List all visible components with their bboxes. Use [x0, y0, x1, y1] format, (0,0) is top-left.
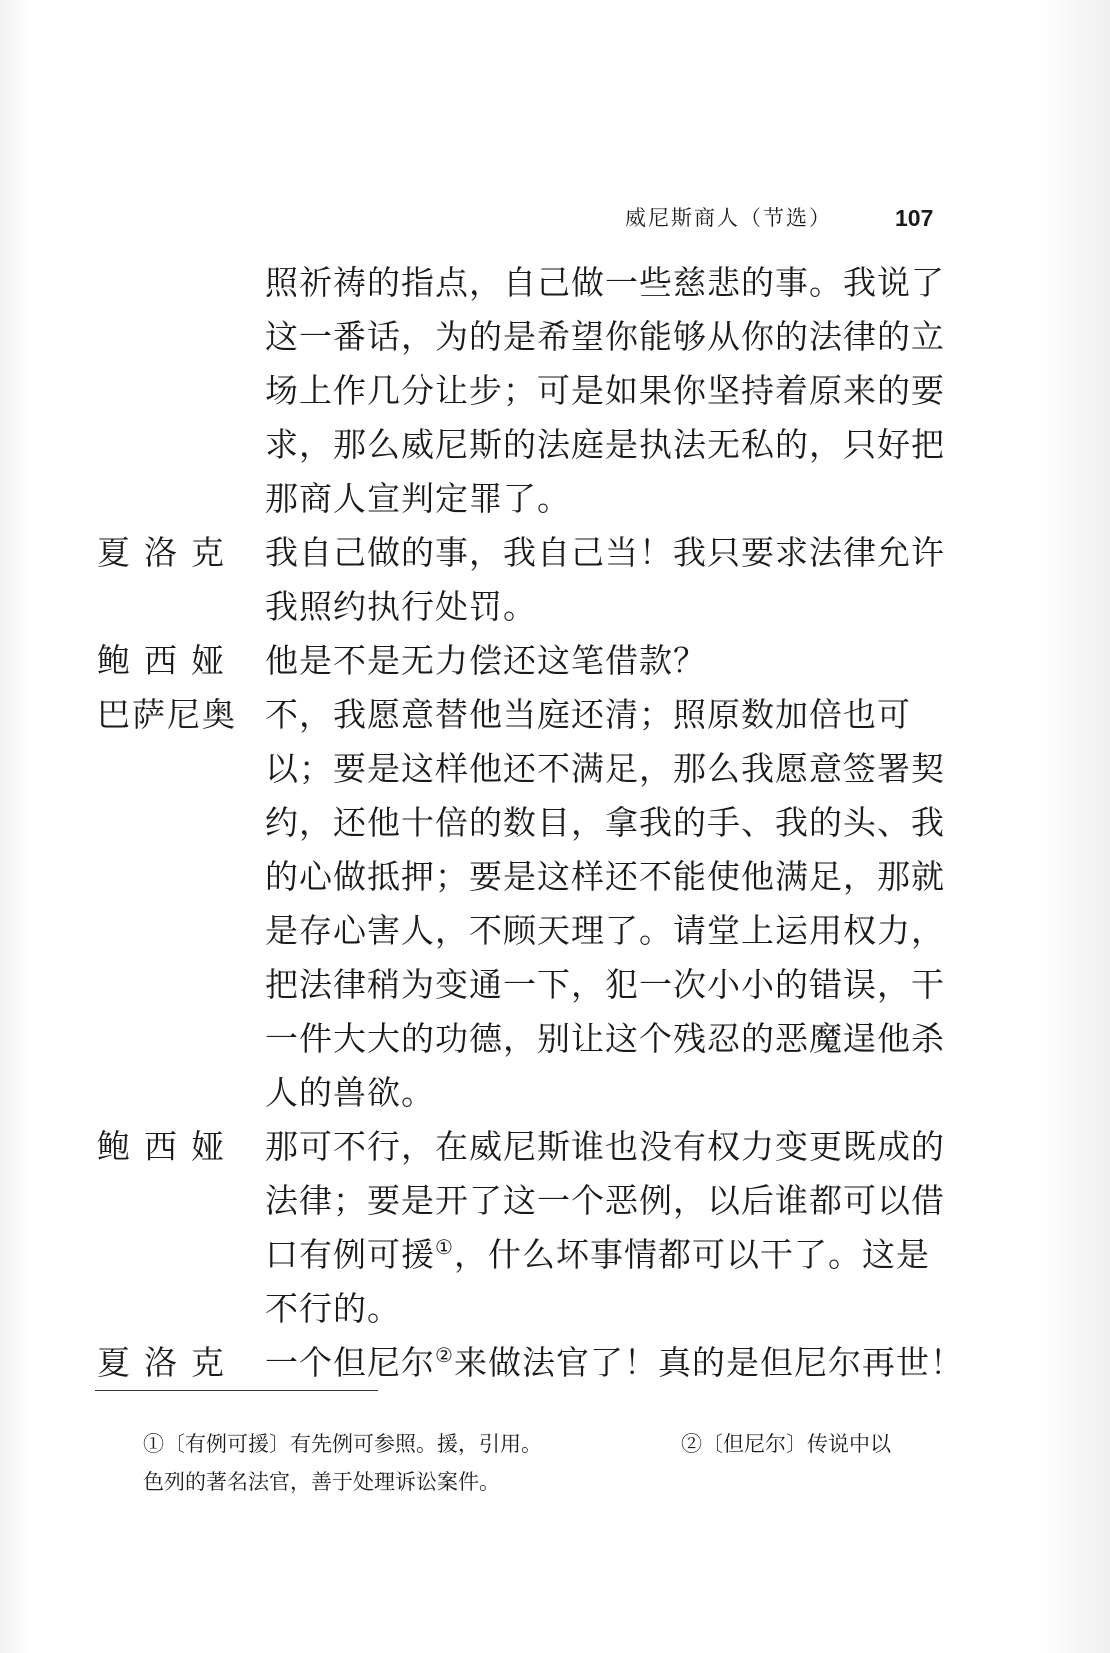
- footnote-line: [143, 1425, 953, 1463]
- dialogue-line: [97, 364, 957, 418]
- footnote-2-continued: 色列的著名法官，善于处理诉讼案件。: [143, 1470, 500, 1494]
- dialogue-text: 把法律稍为变通一下，犯一次小小的错误，干: [265, 965, 945, 1004]
- dialogue-line: [97, 904, 957, 958]
- dialogue-line: [97, 958, 957, 1012]
- running-head: [620, 200, 940, 236]
- dialogue-line: [97, 796, 957, 850]
- dialogue-text: 这一番话，为的是希望你能够从你的法律的立: [265, 317, 945, 356]
- running-head-title: 威尼斯商人（节选）: [625, 206, 832, 230]
- text-after-note: ，什么坏事情都可以干了。这是: [453, 1235, 930, 1274]
- dialogue-text: 我自己做的事，我自己当！我只要求法律允许: [265, 533, 945, 572]
- dialogue-line: [97, 256, 957, 310]
- dialogue-text: [265, 1336, 964, 1390]
- text-after-note: 来做法官了！真的是但尼尔再世！: [453, 1343, 964, 1382]
- dialogue-text: [265, 1228, 930, 1282]
- speaker-name: 巴萨尼奥: [97, 695, 237, 734]
- dialogue-line: [97, 472, 957, 526]
- dialogue-line: [97, 742, 957, 796]
- speaker-name: 鲍西娅: [97, 641, 238, 680]
- footnote-2: ②〔但尼尔〕传说中以: [681, 1432, 891, 1456]
- dialogue-line: [97, 580, 957, 634]
- dialogue-text: 场上作几分让步；可是如果你坚持着原来的要: [265, 371, 945, 410]
- text-before-note: 一个但尼尔: [265, 1343, 435, 1382]
- dialogue-text: 那商人宣判定罪了。: [265, 479, 571, 518]
- dialogue-text: 我照约执行处罚。: [265, 587, 537, 626]
- dialogue-line: [97, 310, 957, 364]
- dialogue-text: 他是不是无力偿还这笔借款？: [265, 641, 707, 680]
- page-number: 107: [895, 205, 934, 231]
- dialogue-line: [97, 634, 957, 688]
- dialogue-text: 一件大大的功德，别让这个残忍的恶魔逞他杀: [265, 1019, 945, 1058]
- dialogue-line: [97, 1174, 957, 1228]
- footnote-reference: ②: [435, 1343, 454, 1367]
- dialogue-text: 约，还他十倍的数目，拿我的手、我的头、我: [265, 803, 945, 842]
- dialogue-line: [97, 850, 957, 904]
- dialogue-text: 的心做抵押；要是这样还不能使他满足，那就: [265, 857, 945, 896]
- footnote-reference: ①: [435, 1235, 454, 1259]
- dialogue-line: [97, 526, 957, 580]
- dialogue-line: [97, 1228, 957, 1282]
- dialogue-text: 法律；要是开了这一个恶例，以后谁都可以借: [265, 1181, 945, 1220]
- speaker-name: 夏洛克: [97, 533, 238, 572]
- footnote-1: ①〔有例可援〕有先例可参照。援，引用。: [143, 1432, 542, 1456]
- dialogue-line: [97, 1012, 957, 1066]
- dialogue-line: [97, 1120, 957, 1174]
- text-before-note: 口有例可援: [265, 1235, 435, 1274]
- dialogue-text: 是存心害人，不顾天理了。请堂上运用权力，: [265, 911, 945, 950]
- dialogue-line: [97, 1066, 957, 1120]
- dialogue-line: [97, 1336, 964, 1390]
- dialogue-text: 以；要是这样他还不满足，那么我愿意签署契: [265, 749, 945, 788]
- dialogue-line: [97, 688, 957, 742]
- footnote-line: [143, 1463, 953, 1501]
- dialogue-line: [97, 1282, 957, 1336]
- dialogue-text: 那可不行，在威尼斯谁也没有权力变更既成的: [265, 1127, 945, 1166]
- dialogue-text: 求，那么威尼斯的法庭是执法无私的，只好把: [265, 425, 945, 464]
- dialogue-text: 不行的。: [265, 1289, 401, 1328]
- dialogue-text: 人的兽欲。: [265, 1073, 435, 1112]
- dialogue-body: [97, 256, 964, 1390]
- speaker-name: 夏洛克: [97, 1343, 238, 1382]
- footnotes: [143, 1425, 953, 1501]
- dialogue-text: 不，我愿意替他当庭还清；照原数加倍也可: [265, 695, 911, 734]
- footnote-divider: [95, 1390, 378, 1391]
- dialogue-line: [97, 418, 957, 472]
- speaker-name: 鲍西娅: [97, 1127, 238, 1166]
- dialogue-text: 照祈祷的指点，自己做一些慈悲的事。我说了: [265, 263, 945, 302]
